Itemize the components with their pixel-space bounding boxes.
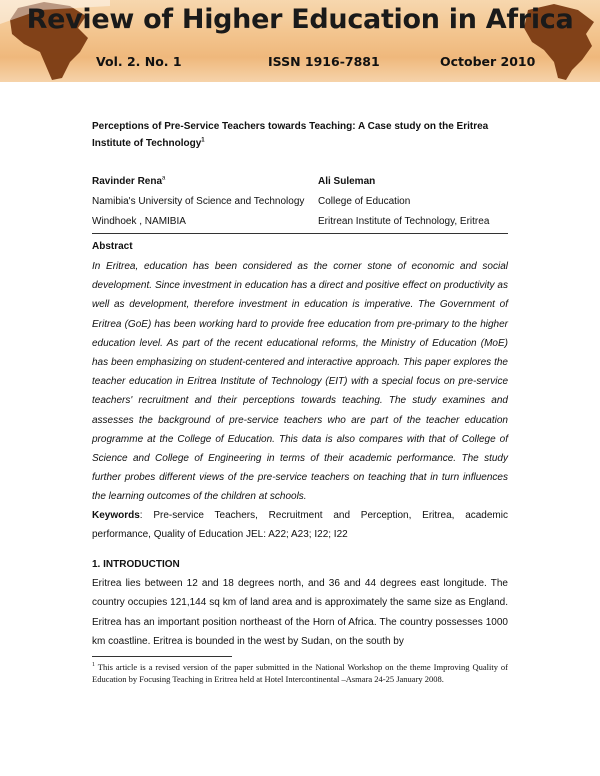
- footnote: [92, 661, 508, 685]
- journal-volume: Vol. 2. No. 1: [96, 54, 182, 69]
- keywords: [92, 506, 508, 544]
- author-block-1: [92, 172, 304, 232]
- journal-title: Review of Higher Education in Africa: [26, 4, 574, 35]
- abstract-text: In Eritrea, education has been considered as the corner stone of economic and social development. Since investment in education has a direct and positive effect on productivity as well as development, therefore investment in education is imperative. The Government of Eritrea (GoE) has been working hard to provide free education from pre-primary to the higher education level. As part of the recent educational reforms, the Ministry of Education (MoE) has been emphasizing on student-centered and interactive approach. This paper explores the teacher education in Eritrea Institute of Technology (EIT) with a special focus on pre-service teachers' recruitment and their perceptions towards teaching. The study examines and assesses the background of pre-service teachers who are part of the teacher education programme at the College of Education. This data is also compares with that of College of Science and College of Engineering in terms of their academic performance. The study further probes different views of the pre-service teachers on teaching that in turn influences the learning outcomes of the children at schools.: [92, 261, 508, 503]
- paper-title-text: Perceptions of Pre-Service Teachers towards Teaching: A Case study on the Eritrea Institute of Technology: [92, 121, 489, 149]
- author-affiliation: College of Education: [318, 196, 411, 207]
- paper-title: [92, 118, 512, 152]
- abstract-heading: Abstract: [92, 241, 133, 252]
- section-divider: [92, 233, 508, 234]
- author-name: Ali Suleman: [318, 176, 376, 187]
- keywords-text: : Pre-service Teachers, Recruitment and Perception, Eritrea, academic performance, Quality of Education JEL: A22; A23; I22; I22: [92, 510, 508, 540]
- journal-banner: [0, 0, 600, 82]
- introduction-text: Eritrea lies between 12 and 18 degrees north, and 36 and 44 degrees east longitude. The country occupies 121,144 sq km of land area and is approximately the same size as England. Eritrea has an important position northeast of the Horn of Africa. The country possesses 1000 km coastline. Eritrea is bounded in the west by Sudan, on the south by: [92, 578, 508, 648]
- author-mark: a: [162, 175, 166, 182]
- footnote-mark: 1: [92, 662, 95, 669]
- journal-date: October 2010: [440, 54, 536, 69]
- author-location: Windhoek , NAMIBIA: [92, 216, 186, 227]
- author-affiliation: Namibia's University of Science and Technology: [92, 196, 305, 207]
- author-location: Eritrean Institute of Technology, Eritrea: [318, 216, 490, 227]
- footnote-text: This article is a revised version of the paper submitted in the National Workshop on the theme Improving Quality of Education by Focusing Teaching in Eritrea held at Hotel Intercontinental –Asmara 24-25 January 2008.: [92, 662, 508, 684]
- author-block-2: [318, 172, 489, 232]
- journal-issn: ISSN 1916-7881: [268, 54, 380, 69]
- author-name: Ravinder Rena: [92, 176, 163, 187]
- footnote-divider: [92, 656, 232, 657]
- introduction-heading: 1. INTRODUCTION: [92, 559, 180, 570]
- title-footnote-mark: 1: [201, 137, 205, 144]
- keywords-label: Keywords: [92, 510, 140, 521]
